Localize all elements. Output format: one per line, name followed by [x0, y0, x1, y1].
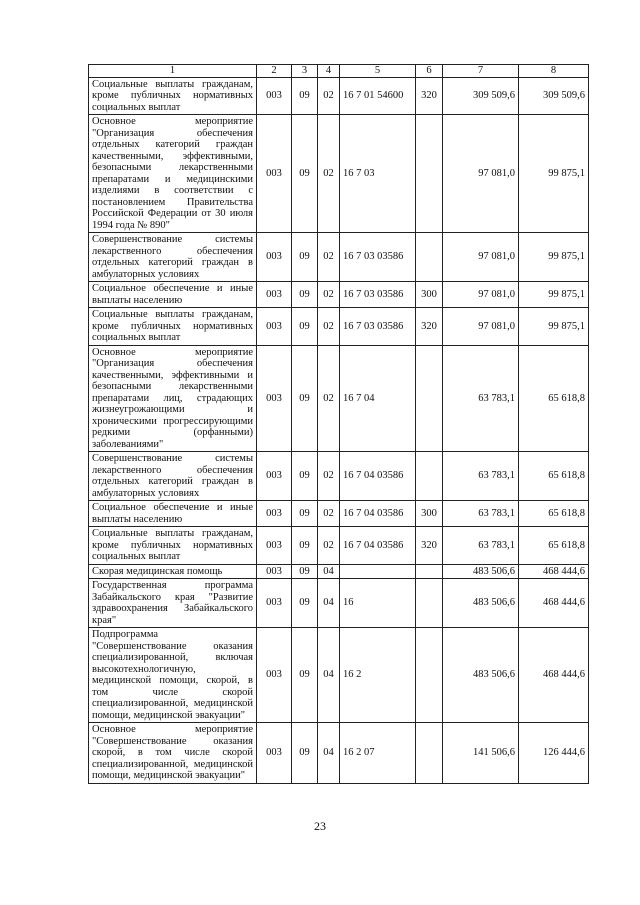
table-row	[89, 628, 589, 723]
table-row	[89, 345, 589, 452]
target-article-cell: 16 7 03 03586	[340, 282, 416, 308]
expense-type-cell: 320	[416, 527, 443, 565]
table-row	[89, 77, 589, 115]
table-row	[89, 527, 589, 565]
row-name-cell: Подпрограмма "Совершенствование оказания специализированной, включая высокотехнологичную, медицинской помощи, скорой, в том числе скорой специализированной, медицинской помощи, медицинской эвакуации"	[89, 628, 257, 723]
subsection-code-cell: 04	[318, 723, 340, 784]
expense-type-cell: 320	[416, 77, 443, 115]
section-code-cell: 09	[292, 564, 318, 579]
amount-col8-cell: 65 618,8	[519, 452, 589, 501]
ministry-code-cell: 003	[257, 77, 292, 115]
subsection-code-cell: 02	[318, 77, 340, 115]
ministry-code-cell: 003	[257, 282, 292, 308]
amount-col7-cell: 97 081,0	[443, 115, 519, 233]
row-name-cell: Основное мероприятие "Организация обеспечения отдельных категорий граждан качественными, эффективными, безопасными лекарственными препаратами и медицинскими изделиями в соответствии с постановлением Правительства Российской Федерации от 30 июля 1994 года № 890"	[89, 115, 257, 233]
subsection-code-cell: 04	[318, 628, 340, 723]
amount-col7-cell: 309 509,6	[443, 77, 519, 115]
amount-col7-cell: 483 506,6	[443, 579, 519, 628]
amount-col8-cell: 65 618,8	[519, 501, 589, 527]
table-row	[89, 501, 589, 527]
ministry-code-cell: 003	[257, 628, 292, 723]
ministry-code-cell: 003	[257, 308, 292, 346]
amount-col8-cell: 99 875,1	[519, 308, 589, 346]
row-name-cell: Основное мероприятие "Организация обеспечения качественными, эффективными и безопасными лекарственными препаратами лиц, страдающих жизнеугрожающими и хроническими прогрессирующими редкими (орфанными) заболеваниями"	[89, 345, 257, 452]
table-row	[89, 579, 589, 628]
section-code-cell: 09	[292, 308, 318, 346]
header-cell: 2	[257, 65, 292, 78]
ministry-code-cell: 003	[257, 723, 292, 784]
amount-col7-cell: 97 081,0	[443, 233, 519, 282]
subsection-code-cell: 02	[318, 115, 340, 233]
table-row	[89, 282, 589, 308]
amount-col8-cell: 468 444,6	[519, 564, 589, 579]
expense-type-cell	[416, 564, 443, 579]
amount-col8-cell: 468 444,6	[519, 579, 589, 628]
target-article-cell: 16 2	[340, 628, 416, 723]
amount-col8-cell: 126 444,6	[519, 723, 589, 784]
table-row	[89, 723, 589, 784]
row-name-cell: Основное мероприятие "Совершенствование оказания скорой, в том числе скорой специализированной, медицинской помощи, медицинской эвакуации"	[89, 723, 257, 784]
expense-type-cell	[416, 233, 443, 282]
table-header-row	[89, 65, 589, 78]
table-row	[89, 308, 589, 346]
table-body	[89, 77, 589, 783]
amount-col7-cell: 63 783,1	[443, 527, 519, 565]
amount-col7-cell: 483 506,6	[443, 628, 519, 723]
ministry-code-cell: 003	[257, 115, 292, 233]
page-number: 23	[314, 819, 326, 833]
ministry-code-cell: 003	[257, 452, 292, 501]
header-cell: 6	[416, 65, 443, 78]
header-cell: 4	[318, 65, 340, 78]
ministry-code-cell: 003	[257, 233, 292, 282]
section-code-cell: 09	[292, 452, 318, 501]
ministry-code-cell: 003	[257, 345, 292, 452]
subsection-code-cell: 02	[318, 282, 340, 308]
subsection-code-cell: 04	[318, 579, 340, 628]
target-article-cell: 16	[340, 579, 416, 628]
ministry-code-cell: 003	[257, 527, 292, 565]
target-article-cell: 16 7 03	[340, 115, 416, 233]
expense-type-cell	[416, 628, 443, 723]
target-article-cell	[340, 564, 416, 579]
row-name-cell: Социальное обеспечение и иные выплаты населению	[89, 501, 257, 527]
amount-col8-cell: 65 618,8	[519, 527, 589, 565]
row-name-cell: Социальное обеспечение и иные выплаты населению	[89, 282, 257, 308]
subsection-code-cell: 04	[318, 564, 340, 579]
expense-type-cell: 300	[416, 501, 443, 527]
subsection-code-cell: 02	[318, 452, 340, 501]
amount-col8-cell: 468 444,6	[519, 628, 589, 723]
expense-type-cell	[416, 115, 443, 233]
header-cell: 8	[519, 65, 589, 78]
amount-col7-cell: 141 506,6	[443, 723, 519, 784]
expense-type-cell	[416, 452, 443, 501]
expense-type-cell	[416, 723, 443, 784]
target-article-cell: 16 7 04 03586	[340, 527, 416, 565]
target-article-cell: 16 7 03 03586	[340, 233, 416, 282]
header-cell: 7	[443, 65, 519, 78]
section-code-cell: 09	[292, 628, 318, 723]
amount-col7-cell: 97 081,0	[443, 308, 519, 346]
expense-type-cell	[416, 579, 443, 628]
section-code-cell: 09	[292, 345, 318, 452]
table-row	[89, 115, 589, 233]
section-code-cell: 09	[292, 579, 318, 628]
section-code-cell: 09	[292, 501, 318, 527]
subsection-code-cell: 02	[318, 308, 340, 346]
target-article-cell: 16 7 04 03586	[340, 452, 416, 501]
section-code-cell: 09	[292, 115, 318, 233]
target-article-cell: 16 7 04 03586	[340, 501, 416, 527]
target-article-cell: 16 7 01 54600	[340, 77, 416, 115]
header-cell: 5	[340, 65, 416, 78]
row-name-cell: Государственная программа Забайкальского края "Развитие здравоохранения Забайкальского края"	[89, 579, 257, 628]
subsection-code-cell: 02	[318, 527, 340, 565]
budget-table	[88, 64, 589, 784]
amount-col8-cell: 99 875,1	[519, 282, 589, 308]
subsection-code-cell: 02	[318, 345, 340, 452]
amount-col8-cell: 65 618,8	[519, 345, 589, 452]
row-name-cell: Социальные выплаты гражданам, кроме публичных нормативных социальных выплат	[89, 308, 257, 346]
amount-col7-cell: 63 783,1	[443, 345, 519, 452]
expense-type-cell	[416, 345, 443, 452]
ministry-code-cell: 003	[257, 501, 292, 527]
amount-col7-cell: 483 506,6	[443, 564, 519, 579]
target-article-cell: 16 7 04	[340, 345, 416, 452]
section-code-cell: 09	[292, 233, 318, 282]
amount-col8-cell: 309 509,6	[519, 77, 589, 115]
target-article-cell: 16 7 03 03586	[340, 308, 416, 346]
amount-col8-cell: 99 875,1	[519, 233, 589, 282]
table-row	[89, 452, 589, 501]
section-code-cell: 09	[292, 77, 318, 115]
subsection-code-cell: 02	[318, 501, 340, 527]
ministry-code-cell: 003	[257, 579, 292, 628]
header-cell: 1	[89, 65, 257, 78]
header-cell: 3	[292, 65, 318, 78]
amount-col7-cell: 63 783,1	[443, 501, 519, 527]
row-name-cell: Скорая медицинская помощь	[89, 564, 257, 579]
target-article-cell: 16 2 07	[340, 723, 416, 784]
expense-type-cell: 300	[416, 282, 443, 308]
row-name-cell: Совершенствование системы лекарственного обеспечения отдельных категорий граждан в амбулаторных условиях	[89, 452, 257, 501]
expense-type-cell: 320	[416, 308, 443, 346]
row-name-cell: Совершенствование системы лекарственного обеспечения отдельных категорий граждан в амбулаторных условиях	[89, 233, 257, 282]
amount-col7-cell: 63 783,1	[443, 452, 519, 501]
table-row	[89, 233, 589, 282]
amount-col7-cell: 97 081,0	[443, 282, 519, 308]
row-name-cell: Социальные выплаты гражданам, кроме публичных нормативных социальных выплат	[89, 527, 257, 565]
subsection-code-cell: 02	[318, 233, 340, 282]
section-code-cell: 09	[292, 282, 318, 308]
section-code-cell: 09	[292, 723, 318, 784]
section-code-cell: 09	[292, 527, 318, 565]
amount-col8-cell: 99 875,1	[519, 115, 589, 233]
row-name-cell: Социальные выплаты гражданам, кроме публичных нормативных социальных выплат	[89, 77, 257, 115]
ministry-code-cell: 003	[257, 564, 292, 579]
table-row	[89, 564, 589, 579]
